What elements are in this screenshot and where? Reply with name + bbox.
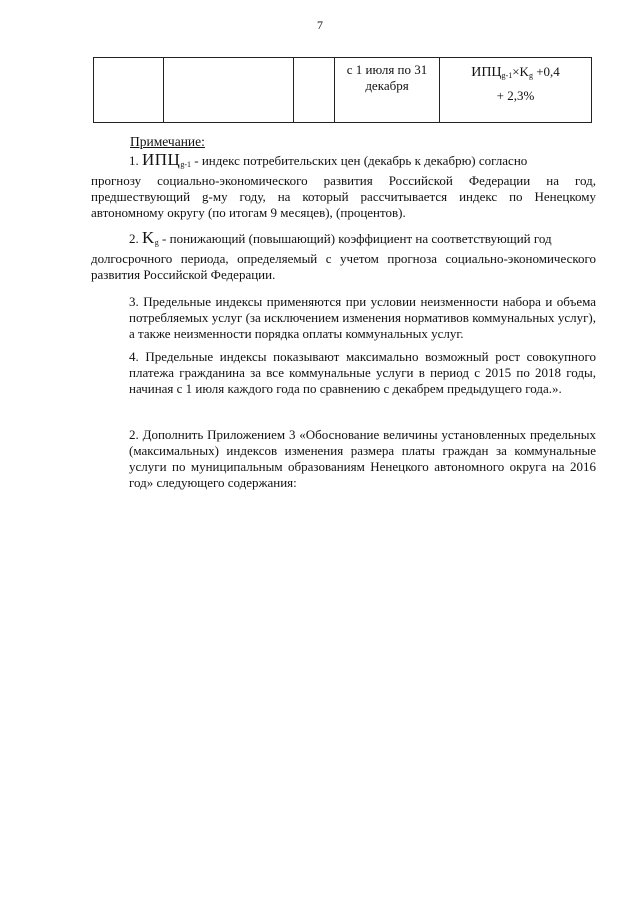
period-text: с 1 июля по 31 декабря	[346, 62, 428, 93]
note-item-2-text-rest: долгосрочного периода, определяемый с учетом прогноза социально-экономического развития Российской Федерации.	[91, 251, 596, 282]
note-item-2	[91, 230, 596, 283]
table-cell-empty	[294, 58, 335, 123]
note-item-2-number: 2.	[129, 231, 139, 246]
formula-ipc-sub: g-1	[501, 71, 513, 80]
k-symbol-sub: g	[154, 238, 159, 247]
note-item-2-text-line1: - понижающий (повышающий) коэффициент на соответствующий год	[158, 231, 552, 246]
note-item-1-text-line1: - индекс потребительских цен (декабрь к декабрю) согласно	[191, 153, 528, 168]
ipc-symbol: ИПЦ	[142, 150, 181, 169]
note-item-4: 4. Предельные индексы показывают максимально возможный рост совокупного платежа гражданина за все коммунальные услуги в период с 2015 по 2018 годы, начиная с 1 июля каждого года по сравнению с декабрем предыдущего года.».	[129, 349, 596, 396]
page-number: 7	[317, 18, 323, 32]
formula-times-k: ×K	[512, 64, 529, 79]
table-row	[94, 58, 592, 123]
period-cell	[335, 58, 440, 123]
formula-cell	[440, 58, 592, 123]
ipc-symbol-sub: g-1	[180, 160, 192, 169]
formula-k-sub: g	[528, 71, 533, 80]
note-item-1	[91, 152, 596, 221]
table-cell-empty	[94, 58, 164, 123]
rates-table	[93, 57, 592, 123]
table-cell-empty	[164, 58, 294, 123]
formula-line2: + 2,3%	[496, 88, 535, 103]
formula-tail: +0,4	[532, 64, 560, 79]
note-item-1-first-line	[91, 152, 596, 173]
note-title: Примечание:	[130, 134, 205, 149]
note-item-3: 3. Предельные индексы применяются при условии неизменности набора и объема потребляемых услуг (за исключением изменения нормативов коммунальных услуг), а также неизменности порядка оплаты коммунальных услуг.	[129, 294, 596, 341]
note-item-1-text-rest: прогнозу социально-экономического развития Российской Федерации на год, предшествующий g-му году, на который рассчитывается индекс по Ненецкому автономному округу (по итогам 9 месяцев), (процентов).	[91, 173, 596, 220]
note-item-1-number: 1.	[129, 153, 139, 168]
k-symbol: K	[142, 228, 155, 247]
paragraph-2: 2. Дополнить Приложением 3 «Обоснование величины установленных предельных (максимальных) индексов изменения размера платы граждан за коммунальные услуги по муниципальным образованиям Ненецкого автономного округа на 2016 год» следующего содержания:	[129, 427, 596, 490]
note-item-2-first-line	[91, 230, 596, 251]
formula-ipc: ИПЦ	[471, 65, 502, 80]
